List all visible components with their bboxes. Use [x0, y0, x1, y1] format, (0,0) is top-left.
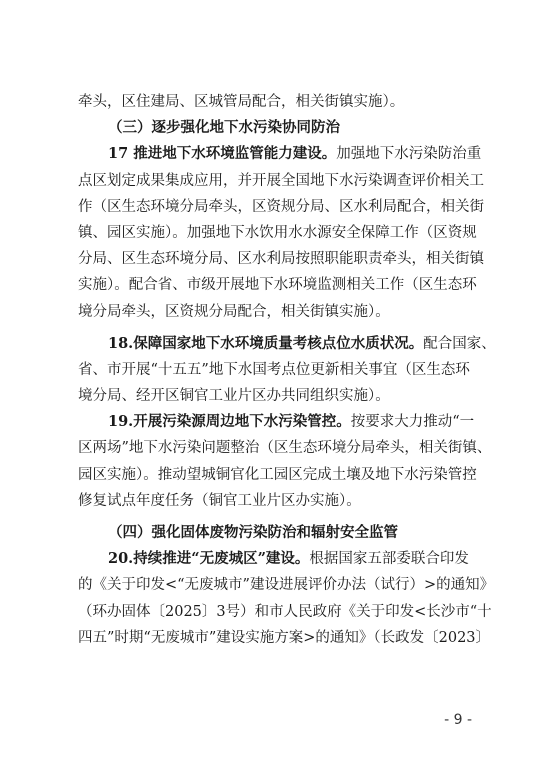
item-title: 17 推进地下水环境监管能力建设。: [108, 145, 337, 163]
paragraph-line: [78, 331, 496, 357]
paragraph-line: 镇、园区实施）。加强地下水饮用水水源安全保障工作（区资规: [78, 224, 477, 241]
page-number: - 9 -: [444, 712, 472, 728]
section-heading: （三）逐步强化地下水污染协同防治: [108, 119, 340, 137]
paragraph-line: 修复试点年度任务（铜官工业片区办实施）。: [78, 492, 361, 509]
paragraph-line: 实施）。配合省、市级开展地下水环境监测相关工作（区生态环: [78, 277, 477, 294]
paragraph-text: 按要求大力推动“一: [350, 414, 475, 431]
paragraph-text: 根据国家五部委联合印发: [309, 551, 469, 568]
paragraph-line: 境分局牵头，区资规分局配合，相关街镇实施）。: [78, 303, 390, 320]
paragraph-line: 分局、区生态环境分局、区水利局按照职能职责牵头，相关街镇: [78, 251, 484, 268]
item-title: 18.保障国家地下水环境质量考核点位水质状况。: [108, 334, 424, 352]
item-title: 19.开展污染源周边地下水污染管控。: [108, 413, 351, 431]
paragraph-line: 牵头，区住建局、区城管局配合，相关街镇实施）。: [78, 94, 405, 110]
paragraph-line: [78, 546, 480, 572]
paragraph-line: 省、市开展“十五五”地下水国考点位更新相关事宜（区生态环: [78, 361, 470, 378]
paragraph-line: 作（区生态环境分局牵头，区资规分局、区水利局配合，相关街: [78, 198, 484, 215]
paragraph-line: 园区实施）。推动望城铜官化工园区完成土壤及地下水污染管控: [78, 466, 477, 483]
section-heading: （四）强化固体废物污染防治和辐射安全监管: [108, 524, 398, 541]
paragraph-line: 区两场”地下水污染问题整治（区生态环境分局牵头，相关街镇、: [78, 440, 492, 457]
paragraph-line: 的《关于印发<“无废城市”建设进展评价办法（试行）>的通知》: [78, 577, 495, 594]
paragraph-line: [78, 141, 480, 167]
paragraph-line: （环办固体〔2025〕3号）和市人民政府《关于印发<长沙市“十: [78, 603, 492, 620]
paragraph-text: 配合国家、: [423, 335, 496, 352]
paragraph-line: 境分局、经开区铜官工业片区办共同组织实施）。: [78, 388, 390, 405]
paragraph-text: 加强地下水污染防治重: [336, 146, 482, 163]
item-title: 20.持续推进“无废城区”建设。: [108, 550, 310, 568]
paragraph-line: 四五”时期“无废城市”建设实施方案>的通知》（长政发〔2023〕: [78, 629, 491, 646]
document-body: [78, 89, 496, 651]
paragraph-line: 点区划定成果集成应用，并开展全国地下水污染调查评价相关工: [78, 172, 484, 189]
paragraph-line: [78, 409, 480, 435]
